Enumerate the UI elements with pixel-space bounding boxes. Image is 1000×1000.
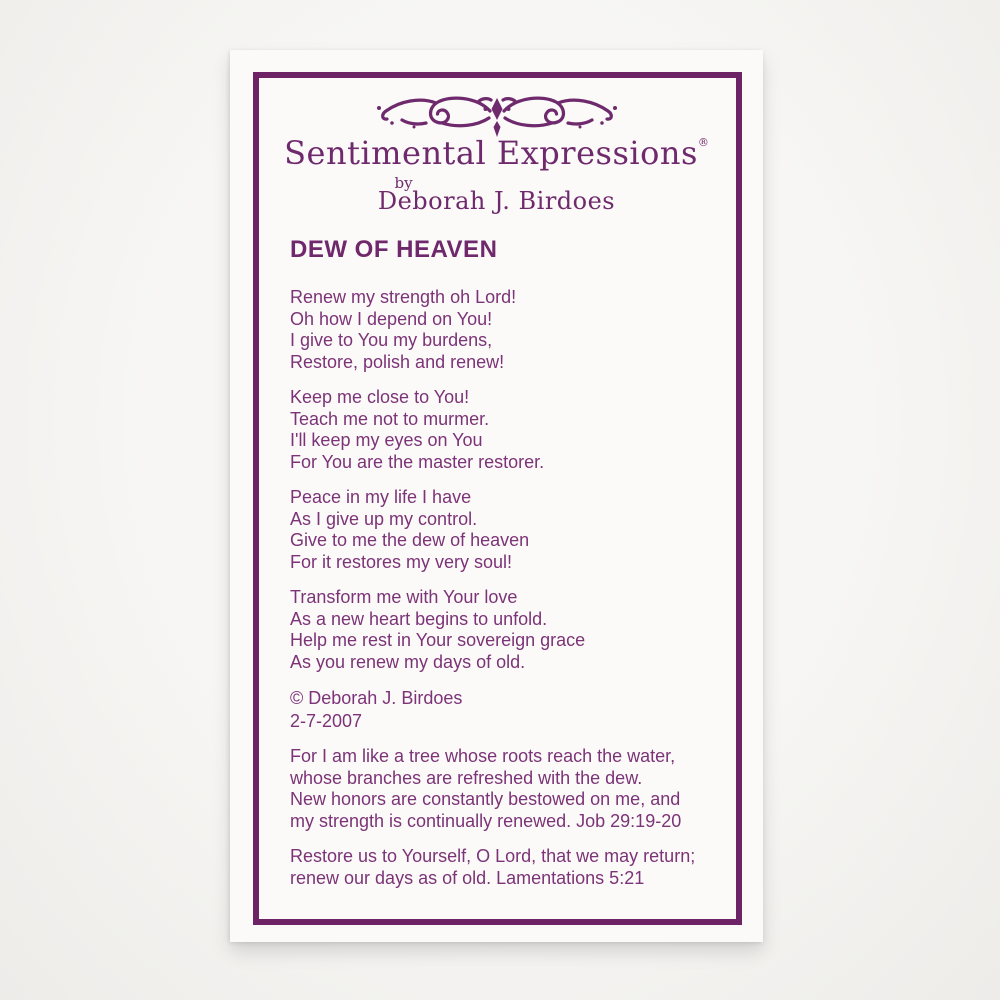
- byline-prefix: by: [394, 174, 413, 192]
- poem-line: For it restores my very soul!: [290, 551, 513, 572]
- poem-stanza-1: [290, 287, 733, 373]
- poem-line: Restore, polish and renew!: [290, 351, 505, 372]
- registered-trademark-symbol: ®: [697, 136, 709, 149]
- poem-stanza-4: [290, 587, 733, 673]
- scripture-line: whose branches are refreshed with the dew.: [290, 767, 643, 788]
- scripture-line: my strength is continually renewed. Job 29:19-20: [290, 810, 682, 831]
- poem-line: I give to You my burdens,: [290, 330, 493, 350]
- poem-line: I'll keep my eyes on You: [290, 430, 483, 450]
- scripture-line: renew our days as of old. Lamentations 5:21: [290, 867, 645, 888]
- brand-title-text: Sentimental Expressions: [284, 134, 698, 172]
- copyright-notice: © Deborah J. Birdoes: [290, 688, 463, 708]
- poem-line: For You are the master restorer.: [290, 451, 545, 472]
- scripture-job: [290, 746, 733, 832]
- poem-line: As I give up my control.: [290, 508, 478, 529]
- scripture-line: New honors are constantly bestowed on me, and: [290, 789, 681, 809]
- poem-line: Teach me not to murmer.: [290, 408, 490, 429]
- scripture-line: For I am like a tree whose roots reach the water,: [290, 746, 676, 766]
- poem-title: DEW OF HEAVEN: [290, 236, 498, 263]
- copyright-date: 2-7-2007: [290, 711, 363, 731]
- poem-line: Peace in my life I have: [290, 487, 472, 507]
- brand-title: [230, 134, 763, 172]
- poem-card: [230, 50, 763, 942]
- poem-line: Keep me close to You!: [290, 387, 470, 407]
- poem-line: Transform me with Your love: [290, 587, 518, 607]
- copyright-block: [290, 687, 733, 733]
- poem-line: Help me rest in Your sovereign grace: [290, 630, 586, 650]
- poem-line: Oh how I depend on You!: [290, 308, 493, 329]
- author-name: Deborah J. Birdoes: [377, 187, 616, 215]
- poem-line: As a new heart begins to unfold.: [290, 608, 548, 629]
- scripture-lamentations: [290, 846, 733, 889]
- scripture-line: Restore us to Yourself, O Lord, that we may return;: [290, 846, 696, 866]
- poem-line: Renew my strength oh Lord!: [290, 287, 517, 307]
- poem-stanza-2: [290, 387, 733, 473]
- poem-stanza-3: [290, 487, 733, 573]
- card-content: [290, 236, 733, 903]
- poem-line: Give to me the dew of heaven: [290, 530, 530, 550]
- poem-line: As you renew my days of old.: [290, 651, 526, 672]
